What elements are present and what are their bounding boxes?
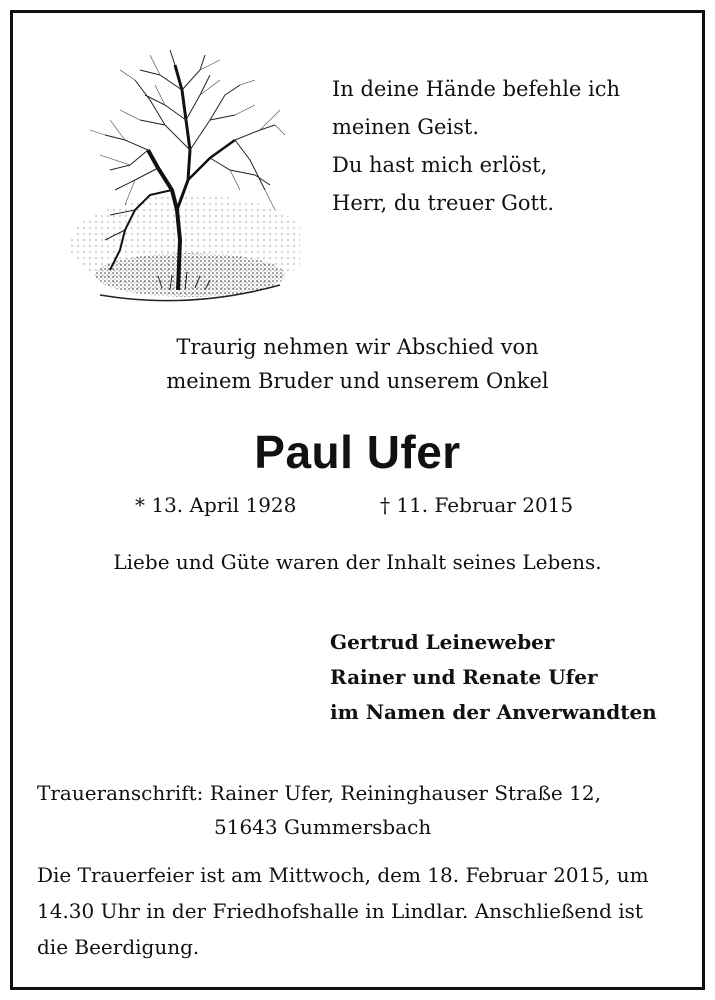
mourner-name: Rainer und Renate Ufer — [330, 665, 598, 689]
verse-line: Du hast mich erlöst, — [332, 153, 548, 177]
verse-line: meinen Geist. — [332, 115, 480, 139]
verse-line: In deine Hände befehle ich — [332, 77, 621, 101]
announcement-intro — [0, 330, 715, 398]
death-date: † 11. Februar 2015 — [380, 493, 574, 517]
address-line-1: Traueranschrift: Rainer Ufer, Reininghauser Straße 12, — [37, 781, 601, 805]
funeral-line: 14.30 Uhr in der Friedhofshalle in Lindlar. Anschließend ist — [37, 899, 643, 923]
intro-line: Traurig nehmen wir Abschied von — [176, 335, 539, 359]
bible-verse — [332, 70, 620, 222]
memorial-motto: Liebe und Güte waren der Inhalt seines Lebens. — [113, 550, 602, 574]
tree-illustration — [40, 40, 300, 310]
intro-line: meinem Bruder und unserem Onkel — [166, 369, 549, 393]
mourners-list — [330, 625, 657, 730]
funeral-details — [37, 857, 677, 965]
deceased-name: Paul Ufer — [254, 426, 461, 478]
birth-date: * 13. April 1928 — [135, 493, 297, 517]
mourner-name: Gertrud Leineweber — [330, 630, 555, 654]
mourner-name: im Namen der Anverwandten — [330, 700, 657, 724]
funeral-line: Die Trauerfeier ist am Mittwoch, dem 18. Februar 2015, um — [37, 863, 649, 887]
funeral-line: die Beerdigung. — [37, 935, 200, 959]
address-line-2: 51643 Gummersbach — [214, 815, 432, 839]
condolence-address — [37, 776, 601, 844]
verse-line: Herr, du treuer Gott. — [332, 191, 555, 215]
